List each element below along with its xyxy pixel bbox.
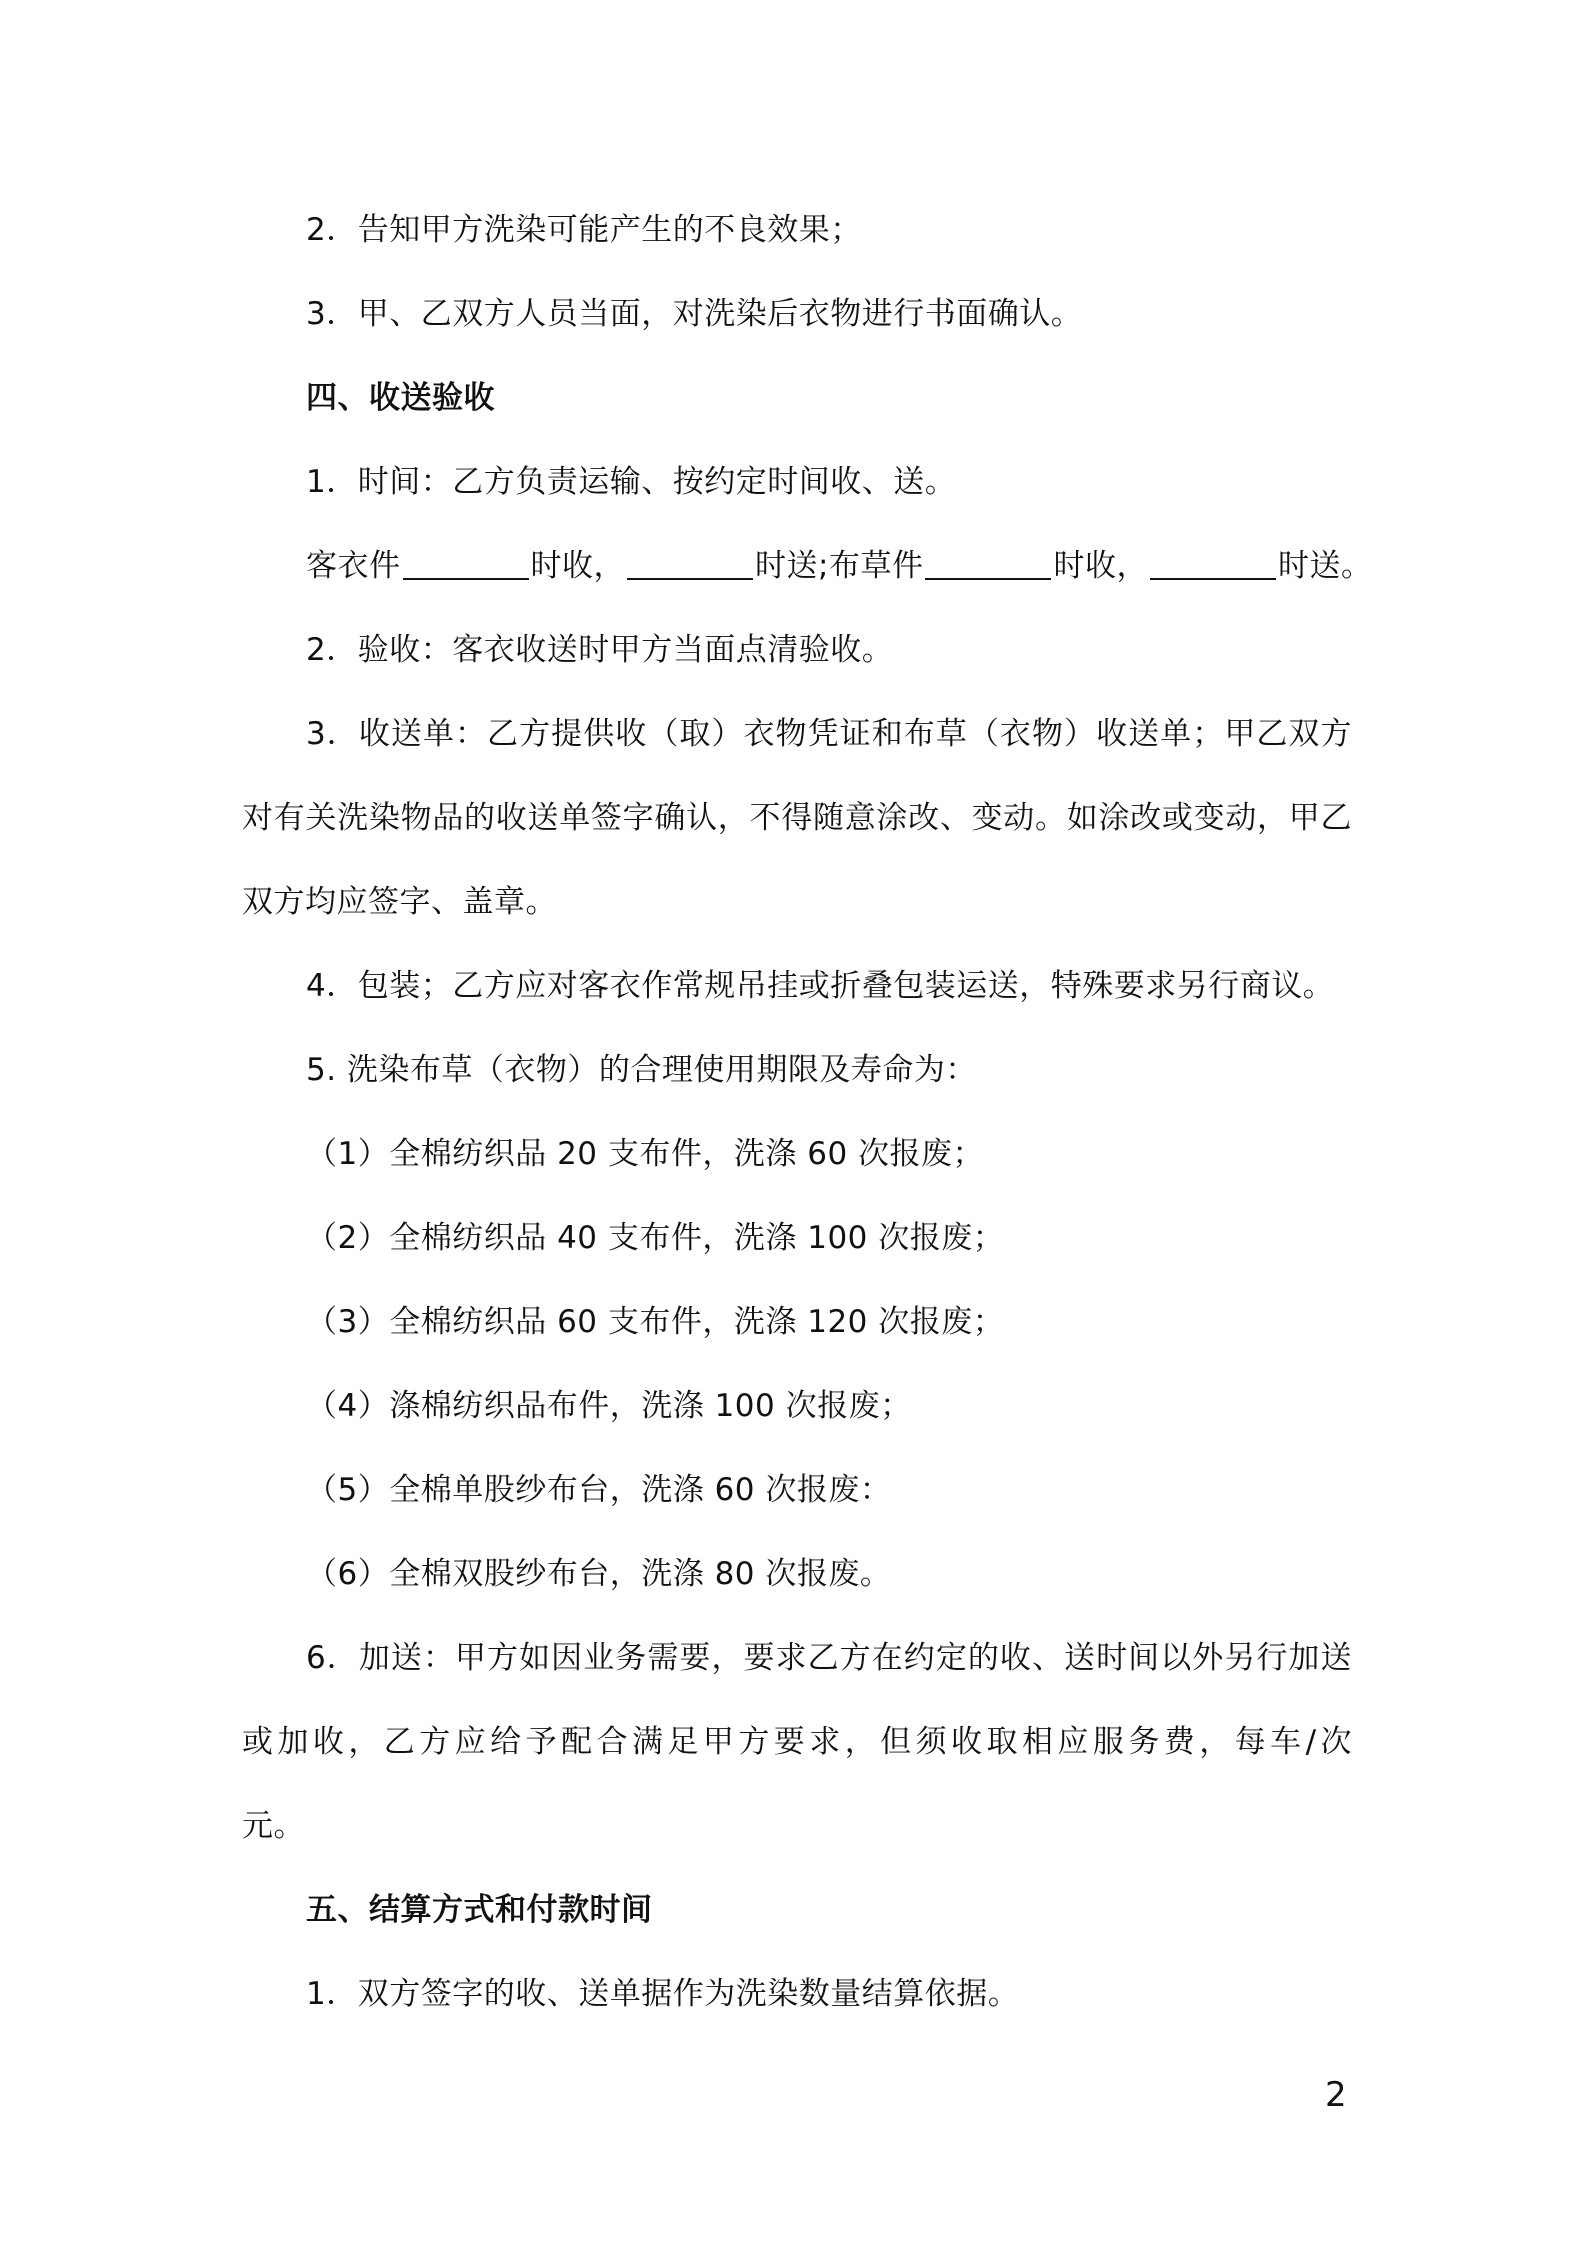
section-4-heading: 四、收送验收 — [306, 380, 495, 416]
clause-iii-2: 2．告知甲方洗染可能产生的不良效果； — [306, 212, 862, 248]
clause-iii-3: 3．甲、乙双方人员当面，对洗染后衣物进行书面确认。 — [306, 296, 1083, 332]
lifespan-item-4: （4）涤棉纺织品布件，洗涤 100 次报废； — [306, 1388, 912, 1424]
section-5-heading: 五、结算方式和付款时间 — [306, 1892, 653, 1928]
clause-iv-3-line-3: 双方均应签字、盖章。 — [242, 884, 557, 920]
schedule-part-2: 时收， — [530, 548, 625, 584]
lifespan-item-5: （5）全棉单股纱布台，洗涤 60 次报废： — [306, 1472, 892, 1508]
clause-iv-3-line-1: 3．收送单：乙方提供收（取）衣物凭证和布草（衣物）收送单；甲乙双方 — [306, 716, 1352, 752]
schedule-part-1: 客衣件 — [306, 548, 401, 584]
blank-field-3 — [925, 548, 1051, 580]
schedule-line — [306, 546, 1416, 586]
page-number: 2 — [1325, 2075, 1347, 2115]
blank-field-2 — [627, 548, 753, 580]
clause-iv-4: 4．包装；乙方应对客衣作常规吊挂或折叠包装运送，特殊要求另行商议。 — [306, 968, 1335, 1004]
blank-field-4 — [1150, 548, 1276, 580]
clause-iv-3-line-2: 对有关洗染物品的收送单签字确认，不得随意涂改、变动。如涂改或变动，甲乙 — [242, 800, 1352, 836]
clause-iv-1: 1．时间：乙方负责运输、按约定时间收、送。 — [306, 464, 957, 500]
clause-iv-2: 2．验收：客衣收送时甲方当面点清验收。 — [306, 632, 894, 668]
lifespan-item-6: （6）全棉双股纱布台，洗涤 80 次报废。 — [306, 1556, 892, 1592]
schedule-part-3: 时送;布草件 — [755, 548, 924, 584]
clause-iv-6-line-1: 6．加送：甲方如因业务需要，要求乙方在约定的收、送时间以外另行加送 — [306, 1640, 1352, 1676]
lifespan-item-3: （3）全棉纺织品 60 支布件，洗涤 120 次报废； — [306, 1304, 1005, 1340]
clause-v-1: 1．双方签字的收、送单据作为洗染数量结算依据。 — [306, 1976, 1020, 2012]
clause-iv-6-line-2: 或加收，乙方应给予配合满足甲方要求，但须收取相应服务费，每车/次 — [242, 1724, 1352, 1760]
schedule-part-4: 时收， — [1053, 548, 1148, 584]
clause-iv-5: 5. 洗染布草（衣物）的合理使用期限及寿命为： — [306, 1052, 977, 1088]
schedule-part-5: 时送。 — [1277, 548, 1373, 584]
lifespan-item-1: （1）全棉纺织品 20 支布件，洗涤 60 次报废； — [306, 1136, 985, 1172]
clause-iv-6-line-3: 元。 — [242, 1808, 305, 1844]
lifespan-item-2: （2）全棉纺织品 40 支布件，洗涤 100 次报废； — [306, 1220, 1005, 1256]
blank-field-1 — [403, 548, 529, 580]
